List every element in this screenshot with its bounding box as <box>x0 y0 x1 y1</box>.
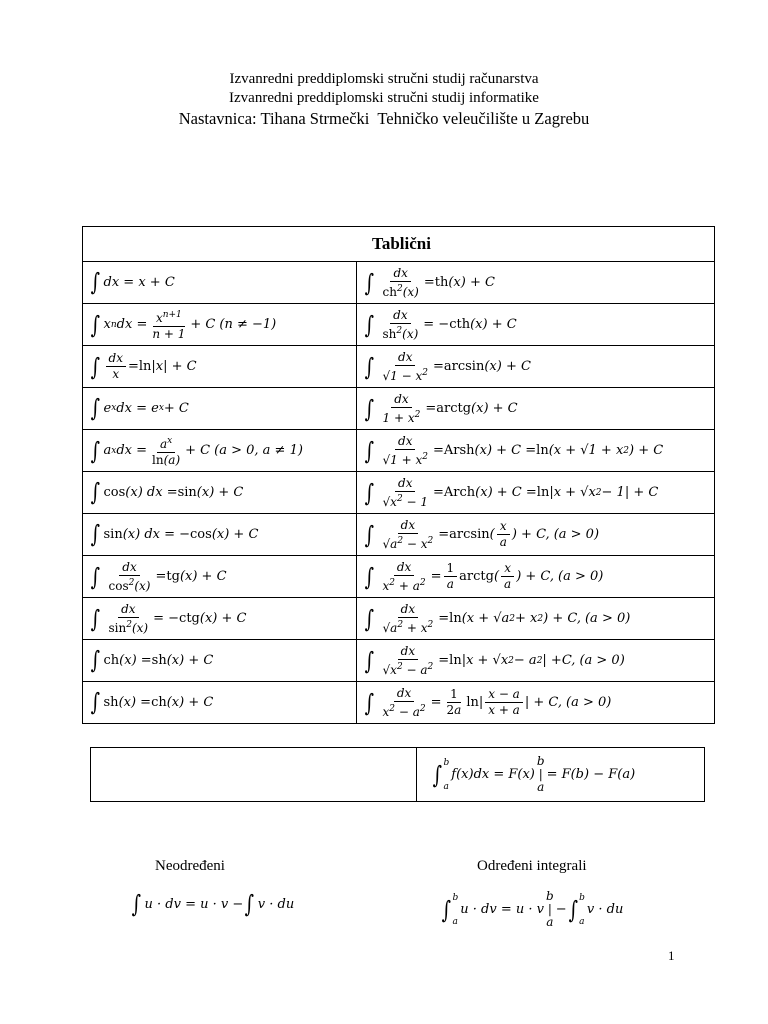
table-row <box>83 388 715 430</box>
table-title: Tablični <box>83 227 715 262</box>
integration-by-parts-definite: ∫ b a u · dv = u · v b | a − ∫ b a v · du <box>441 889 624 929</box>
formula-cell: ∫ cos (x) dx = sin (x) + C <box>83 472 357 514</box>
formula-cell: ∫ $\frac{dx}{\sin^2(x)}$ = − ctg (x) + C <box>83 598 357 640</box>
formula-cell: ∫ $\frac{dx}{ch^2(x)}$ = th (x) + C <box>357 262 715 304</box>
table-row <box>83 514 715 556</box>
formula-cell: ∫ $\frac{dx}{1 + x^2}$ = arctg (x) + C <box>357 388 715 430</box>
formula-cell: ∫ $\frac{dx}{√x^2 - a^2}$ = ln |x + √x 2 − a 2 | +C, (a > 0) <box>357 640 715 682</box>
formula-cell: ∫ sh (x) = ch (x) + C <box>83 682 357 724</box>
table-row <box>83 346 715 388</box>
formula-cell: ∫ a x dx = $\frac{a^x}{\ln(a)}$ + C (a > 0, a ≠ 1) <box>83 430 357 472</box>
formula-cell: ∫ $\frac{dx}{√x^2 - 1}$ = Arch (x) + C = ln |x + √x 2 − 1| + C <box>357 472 715 514</box>
document-header <box>0 70 768 129</box>
table-row <box>83 262 715 304</box>
teacher-name: Nastavnica: Tihana Strmečki <box>178 109 370 128</box>
box-divider <box>416 748 417 801</box>
integral-table <box>82 226 715 724</box>
table-row <box>83 682 715 724</box>
definite-label: Određeni integrali <box>477 858 587 874</box>
formula-cell: ∫ sin (x) dx = − cos (x) + C <box>83 514 357 556</box>
newton-leibniz-box <box>90 747 705 802</box>
formula-cell: ∫ $\frac{dx}{x^2 + a^2}$ = $\frac{1}{a}$ arctg ( $\frac{x}{a}$ ) + C, (a > 0) <box>357 556 715 598</box>
formula-cell: ∫ $\frac{dx}{√a^2 - x^2}$ = arcsin ( $\frac{x}{a}$ ) + C, (a > 0) <box>357 514 715 556</box>
table-row <box>83 556 715 598</box>
formula-cell: ∫ $\frac{dx}{x^2 - a^2}$ = $\frac{1}{2a}$ ln | $\frac{x - a}{x + a}$ | + C, (a > 0) <box>357 682 715 724</box>
school-name: Tehničko veleučilište u Zagrebu <box>377 109 590 128</box>
table-row <box>83 430 715 472</box>
formula-cell: ∫ $\frac{dx}{√1 - x^2}$ = arcsin (x) + C <box>357 346 715 388</box>
table-row <box>83 472 715 514</box>
indefinite-label: Neodređeni <box>155 858 225 874</box>
table-row <box>83 598 715 640</box>
table-row <box>83 640 715 682</box>
header-line-1: Izvanredni preddiplomski stručni studij računarstva <box>229 71 539 87</box>
formula-cell: ∫ $\frac{dx}{√a^2 + x^2}$ = ln (x + √a 2 + x 2 ) + C, (a > 0) <box>357 598 715 640</box>
integration-by-parts-indefinite: ∫ u · dv = u · v − ∫ v · du <box>131 890 295 918</box>
formula-cell: ∫ dx = x + C <box>83 262 357 304</box>
newton-leibniz-formula: ∫ b a f(x)dx = F(x) b | a = F(b) − F(a) <box>432 754 636 794</box>
header-line-2: Izvanredni preddiplomski stručni studij informatike <box>229 90 539 106</box>
formula-cell: ∫ $\frac{dx}{\cos^2(x)}$ = tg (x) + C <box>83 556 357 598</box>
formula-cell: ∫ $\frac{dx}{√1 + x^2}$ = Arsh (x) + C = ln (x + √1 + x 2 ) + C <box>357 430 715 472</box>
formula-cell: ∫ $\frac{dx}{sh^2(x)}$ = − cth (x) + C <box>357 304 715 346</box>
page-number: 1 <box>668 948 675 963</box>
formula-cell: ∫ e x dx = e x + C <box>83 388 357 430</box>
formula-cell: ∫ x n dx = $\frac{x^{n+1}}{n + 1}$ + C (n ≠ −1) <box>83 304 357 346</box>
formula-cell: ∫ ch (x) = sh (x) + C <box>83 640 357 682</box>
table-row <box>83 304 715 346</box>
formula-cell: ∫ $\frac{dx}{x}$ = ln |x| + C <box>83 346 357 388</box>
header-line-3 <box>0 108 768 129</box>
